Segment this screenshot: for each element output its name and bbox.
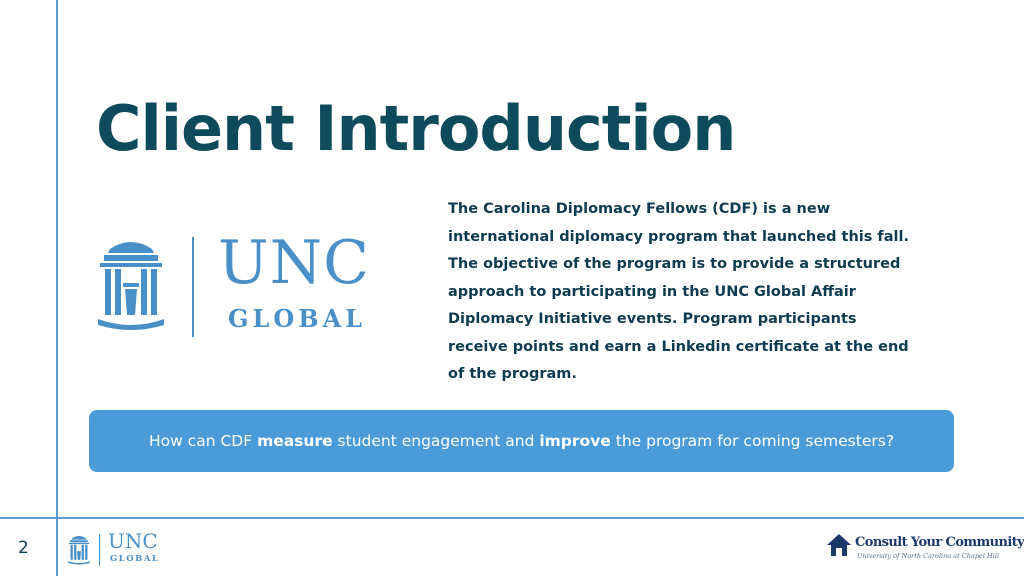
logo-unc-text: UNC bbox=[218, 228, 370, 298]
emphasis-improve: improve bbox=[539, 432, 611, 450]
old-well-icon bbox=[96, 239, 166, 331]
horizontal-rule bbox=[0, 517, 1024, 519]
client-description: The Carolina Diplomacy Fellows (CDF) is a new international diplomacy program that launched this fall. The objective of the program is to provide a structured approach to participating in the UNC Global Affair Diplomacy Initiative events. Program participants receive points and earn a Linkedin certificate at the end of the program. bbox=[448, 201, 909, 382]
cyc-name: Consult Your Community bbox=[855, 535, 1024, 550]
footer-logo-divider bbox=[99, 534, 100, 566]
footer-logo-unc-text: UNC bbox=[108, 529, 158, 553]
emphasis-measure: measure bbox=[257, 432, 333, 450]
logo-global-text: GLOBAL bbox=[228, 304, 367, 333]
question-banner bbox=[89, 410, 954, 472]
slide-title: Client Introduction bbox=[96, 92, 736, 165]
footer-unc-global-logo bbox=[67, 529, 177, 567]
unc-global-logo bbox=[96, 228, 406, 337]
house-icon bbox=[826, 533, 852, 557]
cyc-subtitle: University of North Carolina at Chapel Hill bbox=[857, 552, 999, 560]
page-number: 2 bbox=[18, 538, 29, 558]
consult-your-community-logo bbox=[826, 532, 1024, 566]
vertical-rule bbox=[56, 0, 58, 576]
old-well-icon bbox=[67, 535, 91, 565]
logo-divider bbox=[192, 237, 194, 337]
question-text: How can CDF measure student engagement and improve the program for coming semesters? bbox=[148, 432, 895, 450]
footer-logo-global-text: GLOBAL bbox=[110, 554, 160, 564]
